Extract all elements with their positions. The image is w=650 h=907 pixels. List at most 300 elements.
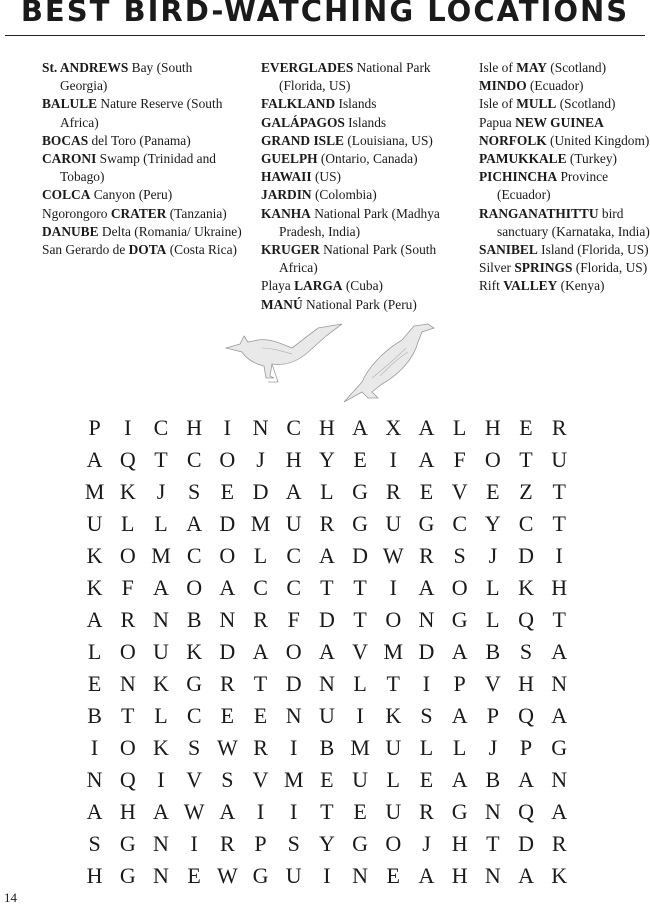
- word-list-suffix: (Scotland): [546, 60, 607, 75]
- grid-letter[interactable]: N: [352, 863, 369, 888]
- word-list-suffix: (Cuba): [342, 278, 384, 294]
- grid-letter[interactable]: T: [386, 671, 400, 696]
- word-list-suffix: National Park (South Africa): [279, 242, 437, 276]
- grid-letter[interactable]: G: [551, 735, 568, 760]
- grid-letter[interactable]: T: [552, 511, 566, 536]
- grid-letter[interactable]: R: [319, 511, 335, 536]
- grid-letter[interactable]: A: [318, 543, 335, 568]
- grid-letter[interactable]: I: [389, 447, 397, 472]
- grid-letter[interactable]: L: [87, 639, 102, 664]
- grid-letter[interactable]: J: [422, 831, 431, 856]
- grid-letter[interactable]: N: [153, 831, 169, 856]
- grid-letter[interactable]: T: [552, 607, 566, 632]
- grid-letter[interactable]: D: [518, 831, 534, 856]
- grid-letter[interactable]: C: [518, 511, 534, 536]
- word-list-suffix: Delta (Romania/ Ukraine): [98, 223, 242, 239]
- grid-letter[interactable]: C: [286, 543, 302, 568]
- grid-letter[interactable]: L: [154, 703, 168, 728]
- grid-letter[interactable]: O: [484, 447, 501, 472]
- word-list-suffix: (US): [311, 169, 341, 185]
- word-list-suffix: Canyon (Peru): [90, 187, 173, 203]
- grid-letter[interactable]: K: [518, 575, 534, 600]
- grid-letter[interactable]: C: [253, 575, 268, 600]
- grid-letter[interactable]: D: [418, 639, 435, 664]
- grid-letter[interactable]: T: [353, 575, 367, 600]
- search-word: DANUBE: [42, 223, 99, 239]
- grid-letter[interactable]: Q: [518, 799, 534, 824]
- grid-letter[interactable]: Q: [518, 703, 534, 728]
- grid-letter[interactable]: Y: [318, 447, 335, 472]
- grid-letter[interactable]: Y: [318, 831, 335, 856]
- word-list-suffix: (Tanzania): [166, 205, 227, 221]
- word-list-suffix: Bay (South Georgia): [60, 60, 193, 94]
- grid-letter[interactable]: L: [419, 735, 434, 760]
- grid-letter[interactable]: X: [385, 415, 402, 440]
- grid-letter[interactable]: S: [519, 639, 533, 664]
- grid-letter[interactable]: L: [486, 575, 500, 600]
- page-title: BEST BIRD-WATCHING LOCATIONS: [20, 0, 630, 28]
- grid-letter[interactable]: F: [287, 607, 300, 632]
- grid-letter[interactable]: N: [551, 671, 568, 696]
- grid-letter[interactable]: N: [86, 767, 103, 792]
- word-list-item: [42, 223, 242, 241]
- grid-letter[interactable]: A: [318, 639, 335, 664]
- grid-letter[interactable]: C: [186, 543, 202, 568]
- grid-letter[interactable]: I: [422, 671, 431, 696]
- grid-letter[interactable]: B: [319, 735, 335, 760]
- grid-letter[interactable]: W: [216, 735, 238, 760]
- grid-letter[interactable]: W: [216, 863, 238, 888]
- word-list-item: [479, 241, 650, 259]
- grid-letter[interactable]: T: [552, 479, 566, 504]
- grid-letter[interactable]: R: [253, 607, 268, 632]
- grid-letter[interactable]: P: [453, 671, 466, 696]
- grid-letter[interactable]: U: [153, 639, 169, 664]
- word-list-item: [42, 150, 242, 186]
- grid-letter[interactable]: U: [551, 447, 568, 472]
- word-list-item: [479, 77, 650, 95]
- grid-letter[interactable]: H: [484, 415, 501, 440]
- grid-letter[interactable]: Z: [519, 479, 533, 504]
- grid-letter[interactable]: P: [254, 831, 267, 856]
- word-list-prefix: Isle of: [479, 60, 517, 75]
- grid-letter[interactable]: O: [385, 831, 402, 856]
- grid-letter[interactable]: L: [452, 415, 467, 440]
- grid-letter[interactable]: S: [287, 831, 300, 856]
- word-list-item: [261, 150, 471, 168]
- grid-letter[interactable]: O: [285, 639, 302, 664]
- grid-letter[interactable]: B: [87, 703, 102, 728]
- grid-letter[interactable]: L: [320, 479, 334, 504]
- word-list-item: [42, 241, 242, 259]
- grid-letter[interactable]: A: [451, 767, 468, 792]
- grid-letter[interactable]: M: [151, 543, 171, 568]
- grid-letter[interactable]: E: [220, 703, 235, 728]
- word-list-suffix: (Louisiana, US): [343, 132, 433, 148]
- grid-letter[interactable]: N: [484, 799, 501, 824]
- grid-letter[interactable]: U: [385, 799, 402, 824]
- grid-letter[interactable]: T: [320, 575, 334, 600]
- grid-letter[interactable]: O: [119, 543, 136, 568]
- grid-letter[interactable]: O: [219, 447, 236, 472]
- grid-letter[interactable]: O: [219, 543, 236, 568]
- grid-letter[interactable]: J: [488, 543, 498, 568]
- grid-letter[interactable]: W: [382, 543, 404, 568]
- grid-letter[interactable]: N: [551, 767, 568, 792]
- grid-letter[interactable]: C: [286, 415, 302, 440]
- search-word: MULL: [516, 96, 557, 112]
- grid-letter[interactable]: D: [219, 639, 236, 664]
- search-word: DOTA: [128, 242, 167, 258]
- grid-letter[interactable]: T: [154, 447, 168, 472]
- grid-letter[interactable]: E: [486, 479, 500, 504]
- grid-letter[interactable]: H: [186, 415, 203, 440]
- grid-letter[interactable]: I: [290, 735, 298, 760]
- grid-letter[interactable]: A: [219, 799, 236, 824]
- search-word: SPRINGS: [514, 260, 573, 276]
- grid-letter[interactable]: K: [86, 543, 103, 568]
- search-word: St. ANDREWS: [42, 60, 129, 75]
- grid-letter[interactable]: I: [356, 703, 364, 728]
- grid-letter[interactable]: J: [488, 735, 498, 760]
- grid-letter[interactable]: C: [286, 575, 302, 600]
- grid-letter[interactable]: R: [120, 607, 136, 632]
- grid-letter[interactable]: S: [188, 735, 201, 760]
- grid-letter[interactable]: A: [551, 703, 568, 728]
- grid-letter[interactable]: R: [419, 543, 434, 568]
- search-word: SANIBEL: [479, 242, 538, 258]
- word-search-grid: [78, 412, 578, 892]
- grid-letter[interactable]: B: [186, 607, 202, 632]
- search-word: BALULE: [42, 96, 98, 112]
- word-list-suffix: Province (Ecuador): [497, 169, 609, 203]
- grid-letter[interactable]: I: [124, 415, 132, 440]
- word-list-suffix: (Ecuador): [526, 78, 584, 94]
- grid-letter[interactable]: R: [551, 415, 567, 440]
- grid-letter[interactable]: I: [555, 543, 563, 568]
- grid-letter[interactable]: R: [253, 735, 268, 760]
- grid-letter[interactable]: A: [451, 639, 468, 664]
- grid-letter[interactable]: D: [219, 511, 236, 536]
- word-list-column-1: [42, 59, 242, 259]
- grid-letter[interactable]: I: [157, 767, 165, 792]
- grid-letter[interactable]: U: [86, 511, 103, 536]
- grid-letter[interactable]: E: [87, 671, 102, 696]
- grid-letter[interactable]: C: [186, 447, 202, 472]
- grid-letter[interactable]: G: [352, 511, 369, 536]
- grid-letter[interactable]: B: [485, 639, 501, 664]
- grid-letter[interactable]: V: [252, 767, 269, 792]
- word-list-suffix: (United Kingdom): [546, 132, 650, 148]
- grid-letter[interactable]: A: [418, 575, 435, 600]
- grid-letter[interactable]: E: [187, 863, 201, 888]
- grid-letter[interactable]: H: [551, 575, 568, 600]
- word-list-suffix: National Park (Peru): [302, 296, 417, 312]
- grid-letter[interactable]: T: [320, 799, 334, 824]
- grid-letter[interactable]: G: [451, 799, 468, 824]
- grid-letter[interactable]: N: [285, 703, 302, 728]
- grid-letter[interactable]: A: [86, 607, 103, 632]
- grid-letter[interactable]: M: [84, 479, 105, 504]
- grid-letter[interactable]: N: [153, 863, 169, 888]
- grid-letter[interactable]: K: [551, 863, 568, 888]
- grid-letter[interactable]: L: [452, 735, 467, 760]
- grid-letter[interactable]: C: [153, 415, 169, 440]
- grid-letter[interactable]: L: [253, 543, 268, 568]
- grid-letter[interactable]: G: [252, 863, 269, 888]
- grid-letter[interactable]: I: [323, 863, 331, 888]
- grid-letter[interactable]: D: [518, 543, 534, 568]
- search-word: NEW GUINEA: [515, 114, 604, 130]
- search-word: GRAND ISLE: [261, 132, 344, 148]
- grid-letter[interactable]: R: [220, 831, 235, 856]
- grid-letter[interactable]: J: [256, 447, 265, 472]
- grid-letter[interactable]: S: [453, 543, 466, 568]
- grid-letter[interactable]: S: [221, 767, 234, 792]
- word-list-item: [261, 186, 471, 204]
- grid-letter[interactable]: N: [119, 671, 136, 696]
- search-word: GUELPH: [261, 151, 318, 167]
- grid-letter[interactable]: Y: [484, 511, 501, 536]
- grid-letter[interactable]: V: [186, 767, 203, 792]
- search-word: COLCA: [42, 187, 91, 203]
- word-list-prefix: Playa: [261, 278, 295, 294]
- word-list-item: [479, 259, 650, 277]
- word-list-item: [42, 186, 242, 204]
- grid-letter[interactable]: I: [290, 799, 298, 824]
- grid-letter[interactable]: I: [256, 799, 265, 824]
- grid-letter[interactable]: H: [518, 671, 534, 696]
- word-list-item: [479, 114, 650, 132]
- grid-letter[interactable]: E: [519, 415, 533, 440]
- grid-letter[interactable]: R: [385, 479, 401, 504]
- word-list-suffix: Island (Florida, US): [537, 242, 649, 258]
- grid-letter[interactable]: M: [250, 511, 271, 536]
- word-list-suffix: (Colombia): [311, 187, 377, 203]
- grid-letter[interactable]: G: [119, 863, 136, 888]
- grid-letter[interactable]: T: [519, 447, 533, 472]
- grid-letter[interactable]: L: [486, 607, 500, 632]
- grid-letter[interactable]: A: [252, 639, 269, 664]
- grid-letter[interactable]: D: [318, 607, 335, 632]
- grid-letter[interactable]: H: [451, 831, 468, 856]
- word-list-suffix: (Scotland): [556, 96, 616, 112]
- grid-letter[interactable]: U: [318, 703, 335, 728]
- grid-letter[interactable]: M: [283, 767, 304, 792]
- grid-letter[interactable]: E: [253, 703, 268, 728]
- search-word: HAWAII: [261, 169, 312, 185]
- word-list-suffix: Islands: [335, 96, 377, 112]
- grid-letter[interactable]: R: [220, 671, 235, 696]
- grid-letter[interactable]: A: [518, 767, 534, 792]
- grid-letter[interactable]: H: [318, 415, 335, 440]
- grid-letter[interactable]: G: [186, 671, 203, 696]
- grid-letter[interactable]: O: [119, 639, 136, 664]
- grid-letter[interactable]: E: [320, 767, 334, 792]
- grid-letter[interactable]: G: [451, 607, 468, 632]
- grid-letter[interactable]: T: [486, 831, 500, 856]
- grid-letter[interactable]: P: [486, 703, 499, 728]
- grid-letter[interactable]: A: [153, 575, 169, 600]
- word-list-item: [479, 95, 650, 113]
- grid-letter[interactable]: Q: [119, 767, 136, 792]
- grid-letter[interactable]: I: [190, 831, 198, 856]
- word-list-item: [261, 59, 471, 95]
- grid-letter[interactable]: A: [86, 799, 103, 824]
- search-word: KRUGER: [261, 242, 320, 258]
- grid-letter[interactable]: K: [385, 703, 402, 728]
- grid-letter[interactable]: Q: [518, 607, 534, 632]
- grid-letter[interactable]: U: [352, 767, 369, 792]
- word-list-suffix: Islands: [344, 114, 387, 130]
- grid-letter[interactable]: L: [154, 511, 168, 536]
- grid-letter[interactable]: C: [186, 703, 202, 728]
- grid-letter[interactable]: K: [153, 671, 169, 696]
- grid-letter[interactable]: S: [88, 831, 101, 856]
- word-list-item: [479, 277, 650, 295]
- grid-letter[interactable]: G: [352, 831, 369, 856]
- grid-letter[interactable]: P: [519, 735, 533, 760]
- grid-letter[interactable]: K: [86, 575, 103, 600]
- grid-letter[interactable]: A: [551, 639, 568, 664]
- grid-letter[interactable]: A: [518, 863, 534, 888]
- grid-letter[interactable]: V: [484, 671, 501, 696]
- grid-letter[interactable]: O: [451, 575, 468, 600]
- grid-letter[interactable]: V: [352, 639, 369, 664]
- word-list-item: [479, 168, 650, 204]
- grid-letter[interactable]: W: [183, 799, 205, 824]
- grid-letter[interactable]: I: [90, 735, 99, 760]
- word-list-item: [479, 150, 650, 168]
- page-number: 14: [4, 890, 17, 905]
- word-list-prefix: Ngorongoro: [42, 205, 111, 221]
- grid-letter[interactable]: K: [186, 639, 203, 664]
- grid-letter[interactable]: L: [353, 671, 367, 696]
- word-list-suffix: bird sanctuary (Karnataka, India): [497, 205, 650, 239]
- grid-letter[interactable]: F: [453, 447, 466, 472]
- grid-letter[interactable]: V: [451, 479, 468, 504]
- grid-letter[interactable]: A: [418, 863, 435, 888]
- grid-letter[interactable]: E: [419, 479, 434, 504]
- grid-letter[interactable]: A: [451, 703, 468, 728]
- grid-letter[interactable]: O: [119, 735, 136, 760]
- grid-letter[interactable]: C: [452, 511, 467, 536]
- grid-letter[interactable]: Q: [119, 447, 136, 472]
- grid-letter[interactable]: O: [385, 607, 402, 632]
- grid-letter[interactable]: N: [418, 607, 435, 632]
- grid-letter[interactable]: A: [219, 575, 236, 600]
- word-list-item: [261, 277, 471, 295]
- grid-letter[interactable]: D: [252, 479, 269, 504]
- grid-letter[interactable]: R: [551, 831, 567, 856]
- grid-letter[interactable]: A: [153, 799, 169, 824]
- grid-letter[interactable]: A: [86, 447, 103, 472]
- grid-letter[interactable]: D: [352, 543, 369, 568]
- word-list-column-3: [479, 59, 650, 296]
- grid-letter[interactable]: U: [385, 511, 402, 536]
- grid-letter[interactable]: A: [418, 447, 435, 472]
- grid-letter[interactable]: E: [353, 799, 367, 824]
- grid-letter[interactable]: I: [223, 415, 231, 440]
- grid-letter[interactable]: A: [285, 479, 302, 504]
- grid-letter[interactable]: T: [121, 703, 135, 728]
- grid-letter[interactable]: N: [484, 863, 501, 888]
- grid-letter[interactable]: G: [352, 479, 369, 504]
- word-list-item: [261, 205, 471, 241]
- grid-letter[interactable]: R: [419, 799, 434, 824]
- word-list-item: [42, 132, 242, 150]
- word-list-suffix: National Park (Florida, US): [279, 60, 431, 94]
- grid-letter[interactable]: U: [385, 735, 402, 760]
- grid-letter[interactable]: G: [418, 511, 435, 536]
- grid-letter[interactable]: E: [353, 447, 367, 472]
- search-word: JARDIN: [261, 187, 312, 203]
- birds-illustration: [222, 318, 442, 408]
- grid-letter[interactable]: B: [485, 767, 501, 792]
- grid-letter[interactable]: T: [253, 671, 268, 696]
- grid-letter[interactable]: I: [389, 575, 397, 600]
- grid-letter[interactable]: S: [420, 703, 433, 728]
- grid-letter[interactable]: H: [451, 863, 468, 888]
- grid-letter[interactable]: L: [386, 767, 400, 792]
- grid-letter[interactable]: K: [153, 735, 169, 760]
- title-divider: [5, 35, 645, 36]
- word-list-prefix: Isle of: [479, 96, 517, 112]
- search-word: VALLEY: [503, 278, 558, 294]
- word-list-prefix: Papua: [479, 114, 516, 130]
- word-list-suffix: National Park (Madhya Pradesh, India): [279, 205, 440, 239]
- grid-letter[interactable]: O: [186, 575, 203, 600]
- grid-letter[interactable]: N: [318, 671, 335, 696]
- word-list-suffix: (Florida, US): [572, 260, 648, 276]
- grid-letter[interactable]: D: [285, 671, 302, 696]
- grid-letter[interactable]: N: [153, 607, 169, 632]
- grid-letter[interactable]: N: [219, 607, 236, 632]
- grid-letter[interactable]: H: [86, 863, 103, 888]
- grid-letter[interactable]: A: [352, 415, 369, 440]
- grid-letter[interactable]: G: [119, 831, 136, 856]
- word-list-suffix: (Costa Rica): [166, 242, 237, 258]
- word-list-suffix: (Ontario, Canada): [317, 151, 418, 167]
- grid-letter[interactable]: T: [353, 607, 367, 632]
- grid-letter[interactable]: K: [119, 479, 136, 504]
- grid-letter[interactable]: H: [119, 799, 136, 824]
- grid-letter[interactable]: L: [121, 511, 135, 536]
- grid-letter[interactable]: P: [88, 415, 101, 440]
- grid-letter[interactable]: E: [386, 863, 400, 888]
- grid-letter[interactable]: N: [252, 415, 269, 440]
- grid-letter[interactable]: H: [285, 447, 302, 472]
- grid-letter[interactable]: A: [551, 799, 568, 824]
- grid-letter[interactable]: U: [285, 863, 302, 888]
- grid-letter[interactable]: E: [220, 479, 235, 504]
- word-list-prefix: Rift: [479, 278, 504, 294]
- grid-letter[interactable]: J: [156, 479, 166, 504]
- search-word: CARONI: [42, 151, 97, 167]
- grid-letter[interactable]: M: [350, 735, 370, 760]
- grid-letter[interactable]: A: [186, 511, 203, 536]
- grid-letter[interactable]: S: [188, 479, 201, 504]
- search-word: CRATER: [110, 205, 167, 221]
- grid-letter[interactable]: U: [285, 511, 302, 536]
- grid-letter[interactable]: E: [419, 767, 434, 792]
- word-list-item: [42, 205, 242, 223]
- grid-letter[interactable]: F: [121, 575, 134, 600]
- search-word: PAMUKKALE: [479, 151, 567, 167]
- grid-letter[interactable]: M: [383, 639, 404, 664]
- grid-letter[interactable]: A: [418, 415, 435, 440]
- word-list-item: [479, 59, 650, 77]
